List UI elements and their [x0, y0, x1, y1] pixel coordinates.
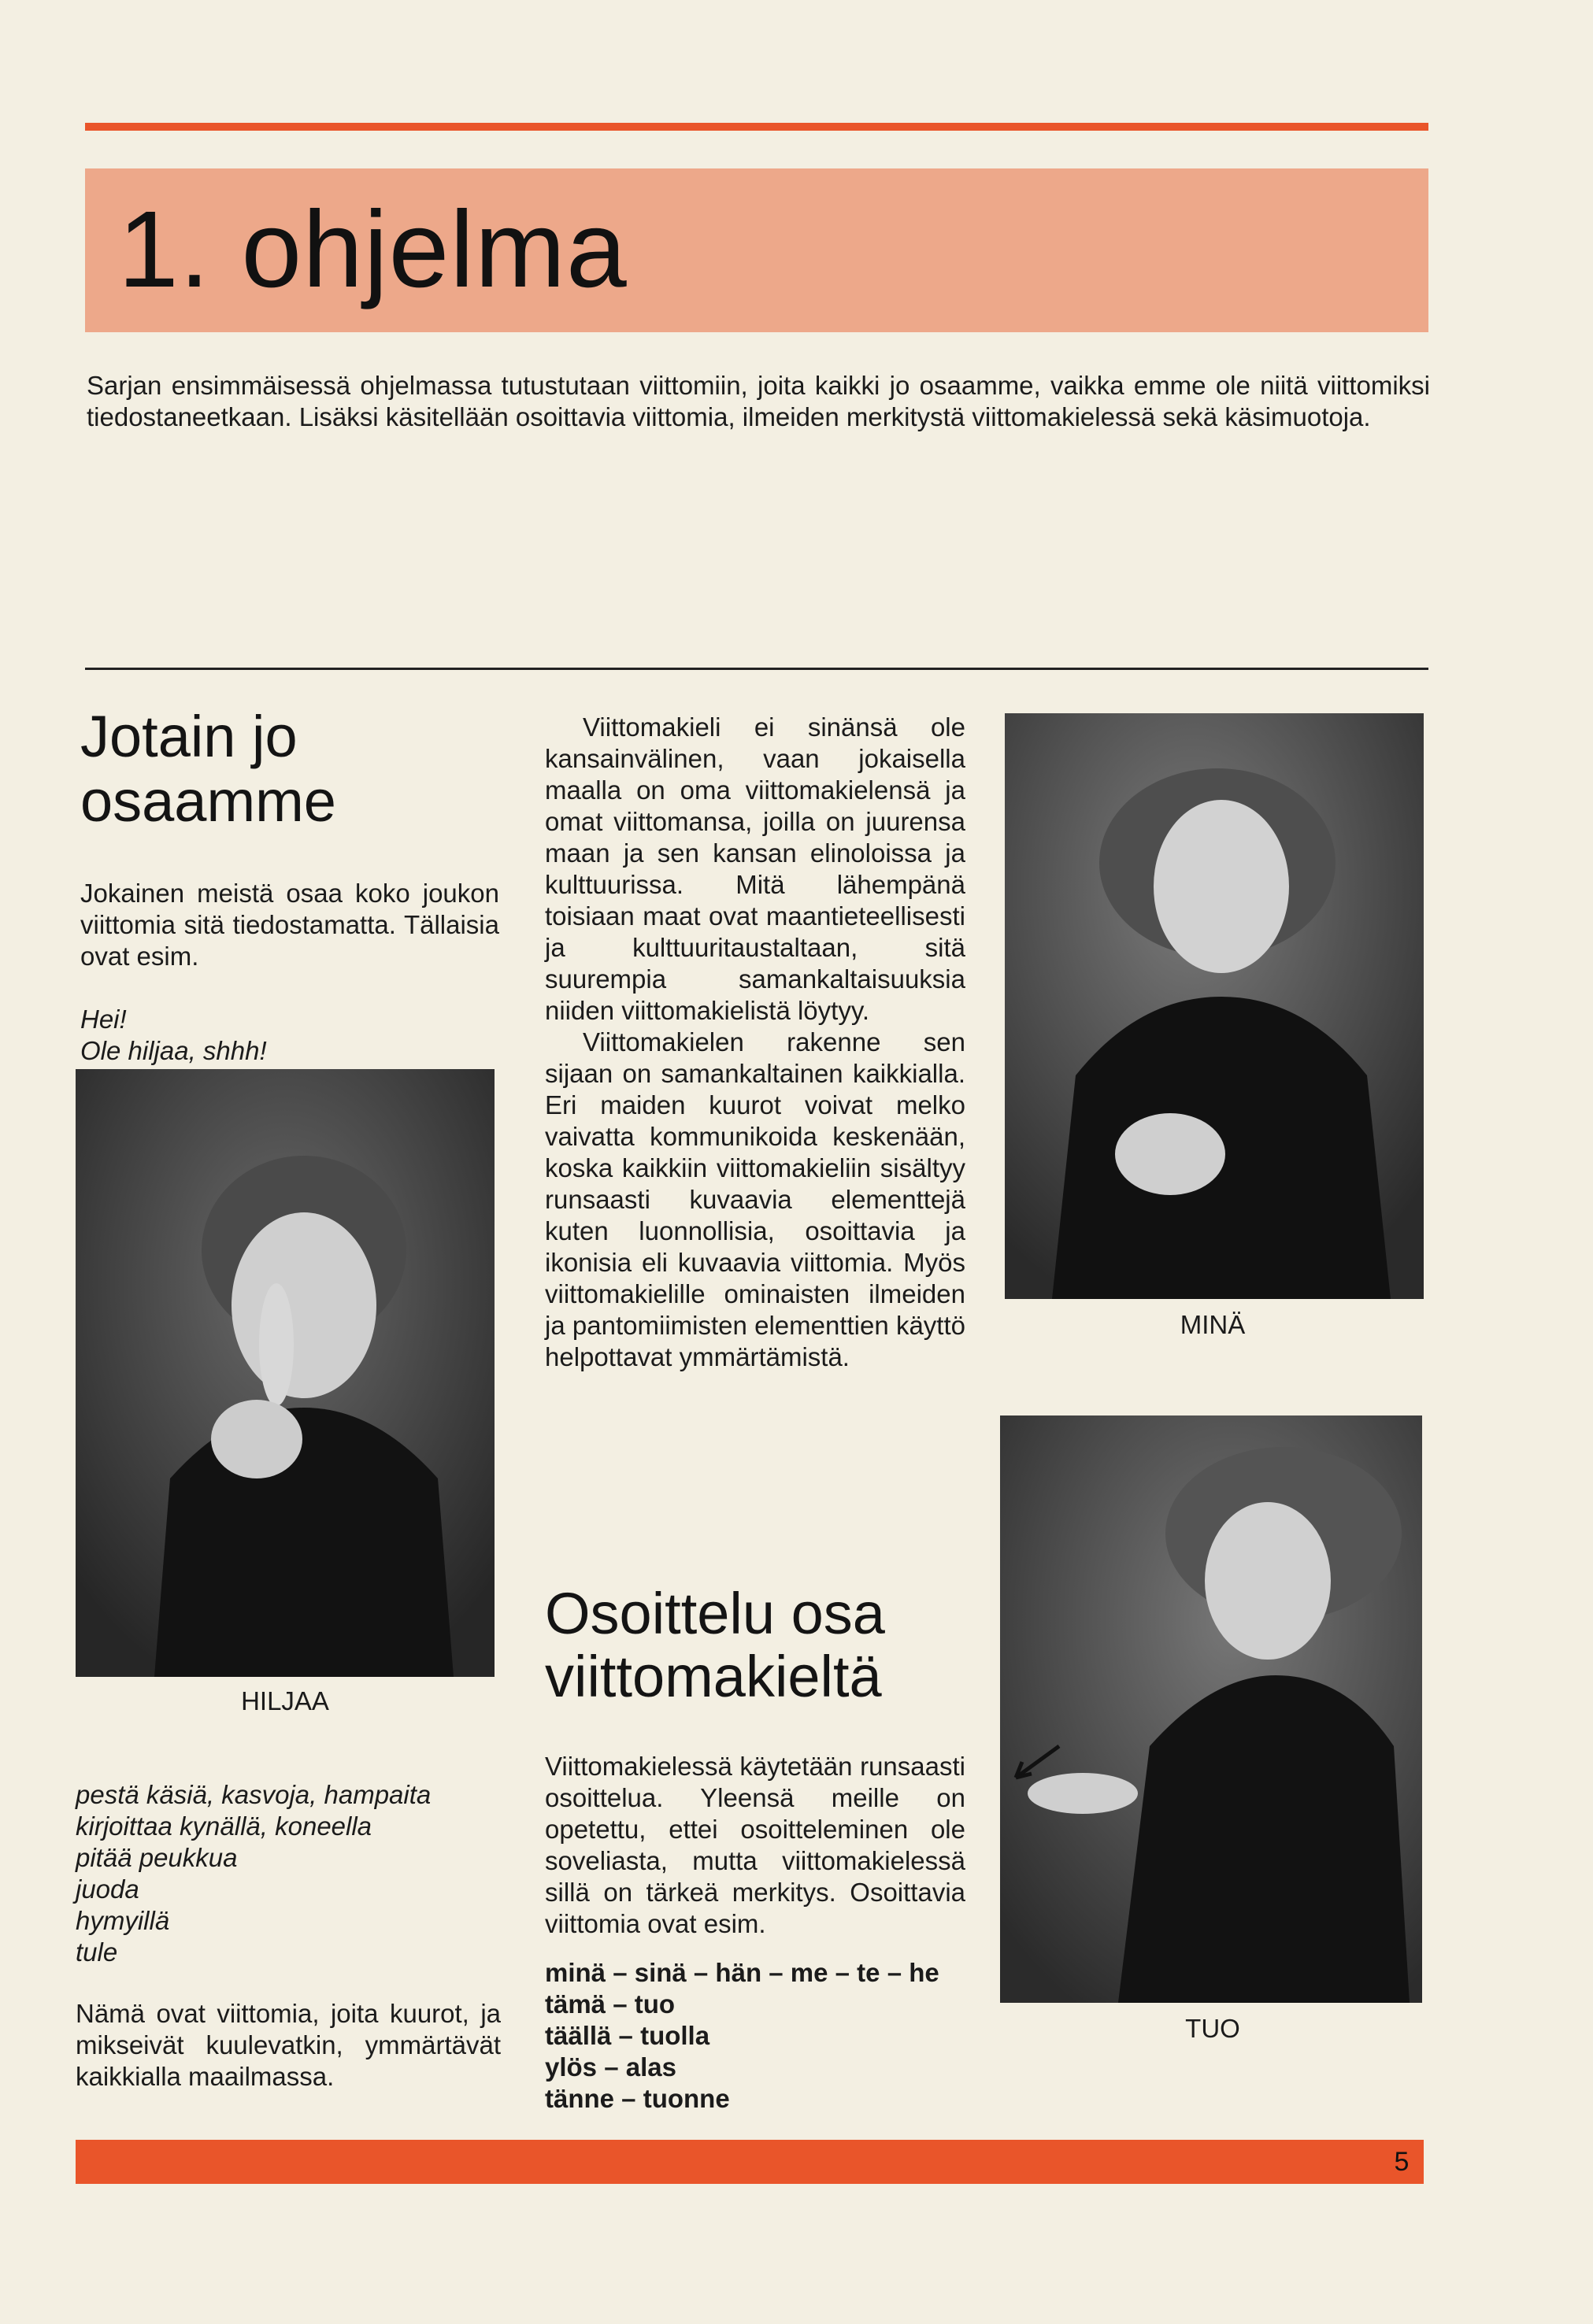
list-item: pitää peukkua: [76, 1843, 238, 1872]
pointing-signs-list: [545, 1957, 986, 2115]
heading-line-1: Jotain jo: [80, 704, 298, 769]
bottom-rule: [76, 2140, 1424, 2184]
woman-pointing-away-photo-icon: [1000, 1415, 1422, 2003]
top-rule: [85, 123, 1428, 131]
caption-mina: MINÄ: [1180, 1310, 1246, 1339]
caption-hiljaa: HILJAA: [241, 1686, 329, 1715]
heading-jotain-jo-osaamme: [80, 705, 499, 834]
list-item: ylös – alas: [545, 2052, 676, 2082]
middle-paragraph-3: Viittomakielessä käytetään runsaasti osoittelua. Yleensä meille on opetettu, ettei osoitteleminen ole soveliasta, mutta viittomakielessä sillä on tärkeä merkitys. Osoittavia viittomia ovat esim.: [545, 1752, 965, 1938]
example-hei: Hei!: [80, 1005, 127, 1034]
example-ole-hiljaa: Ole hiljaa, shhh!: [80, 1036, 267, 1065]
middle-column: [545, 712, 965, 1373]
heading-line-1: Osoittelu osa: [545, 1581, 885, 1646]
list-item: pestä käsiä, kasvoja, hampaita: [76, 1780, 432, 1809]
left-lower-block: [76, 1779, 501, 2093]
list-item: täällä – tuolla: [545, 2021, 710, 2050]
section-divider: [85, 668, 1428, 670]
heading-osoittelu: [545, 1582, 986, 1708]
woman-shush-photo-icon: [76, 1069, 495, 1677]
photo-hiljaa: [76, 1069, 495, 1677]
heading-line-2: viittomakieltä: [545, 1644, 882, 1709]
title-band: [85, 168, 1428, 332]
photo-tuo: [1000, 1415, 1422, 2003]
woman-pointing-self-photo-icon: [1005, 713, 1424, 1299]
list-item: juoda: [76, 1874, 139, 1904]
page-title: 1. ohjelma: [118, 189, 628, 310]
middle-paragraph-1: Viittomakieli ei sinänsä ole kansainvälinen, vaan jokaisella maalla on oma viittomakielensä ja omat viittomansa, joilla on juurensa maan ja sen kansan elinoloissa ja kulttuurissa. Mitä lähempänä toisiaan maat ovat maantieteellisesti ja kulttuuritaustaltaan, sitä suurempia samankaltaisuuksia niiden viittomakielistä löytyy.: [545, 712, 965, 1025]
intro-paragraph: Sarjan ensimmäisessä ohjelmassa tutustutaan viittomiin, joita kaikki jo osaamme, vaikka emme ole niitä viittomiksi tiedostaneetkaan. Lisäksi käsitellään osoittavia viittomia, ilmeiden merkitystä viittomakielessä sekä käsimuotoja.: [87, 371, 1430, 431]
left-paragraph-1: Jokainen meistä osaa koko joukon viittomia sitä tiedostamatta. Tällaisia ovat esim.: [80, 879, 499, 971]
middle-lower-block: [545, 1582, 986, 2115]
list-item: tule: [76, 1937, 118, 1967]
list-item: tämä – tuo: [545, 1989, 676, 2019]
list-item: tänne – tuonne: [545, 2084, 730, 2113]
left-paragraph-2: Nämä ovat viittomia, joita kuurot, ja mikseivät kuulevatkin, ymmärtävät kaikkialla maailmassa.: [76, 1999, 501, 2091]
middle-paragraph-2: Viittomakielen rakenne sen sijaan on samankaltainen kaikkialla. Eri maiden kuurot voivat melko vaivatta kommunikoida keskenään, koska kaikkiin viittomakieliin sisältyy runsaasti kuvaavia elementtejä kuten luonnollisia, osoittavia ja ikonisia eli kuvaavia viittomia. Myös viittomakielille ominaisten ilmeiden ja pantomiimisten elementtien käyttö helpottavat ymmärtämistä.: [545, 1027, 965, 1371]
heading-line-2: osaamme: [80, 768, 336, 834]
left-column: [80, 705, 499, 1067]
list-item: minä – sinä – hän – me – te – he: [545, 1958, 939, 1987]
list-item: kirjoittaa kynällä, koneella: [76, 1811, 372, 1841]
list-item: hymyillä: [76, 1906, 170, 1935]
photo-mina: [1005, 713, 1424, 1299]
page-number: 5: [1394, 2147, 1410, 2177]
caption-tuo: TUO: [1185, 2014, 1240, 2043]
